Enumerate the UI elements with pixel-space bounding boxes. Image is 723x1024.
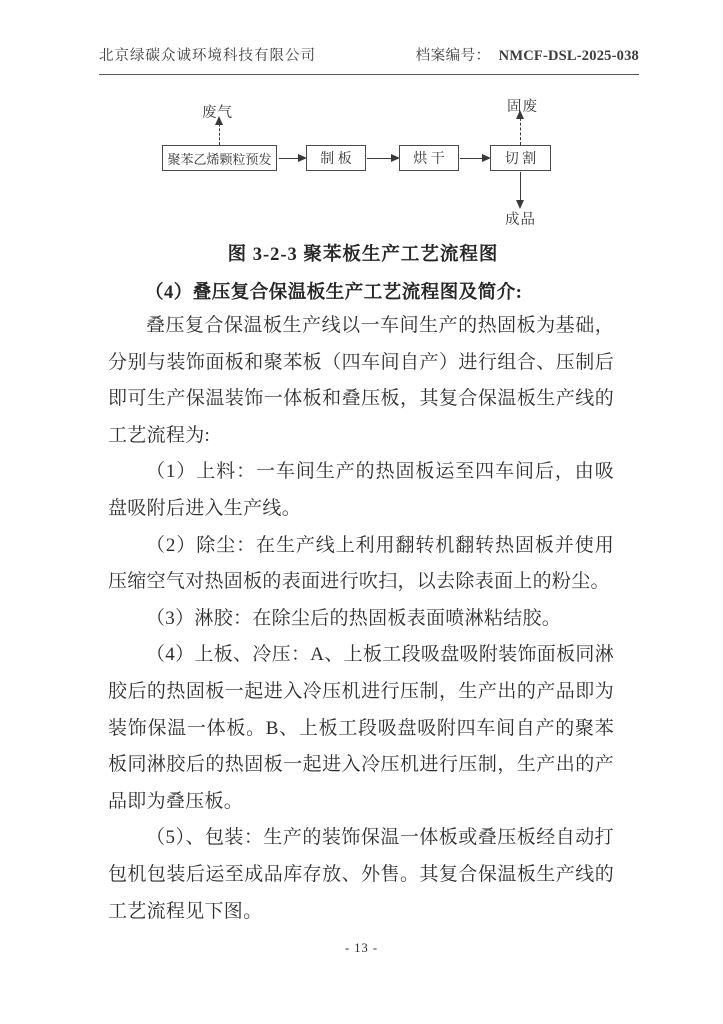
paragraph-intro: 叠压复合保温板生产线以一车间生产的热固板为基础，分别与装饰面板和聚苯板（四车间自产）进行组合、压制后即可生产保温装饰一体板和叠压板，其复合保温板生产线的工艺流程为:: [108, 315, 614, 446]
paragraph-step-5: （5）、包装：生产的装饰保温一体板或叠压板经自动打包机包装后运至成品库存放、外售。其复合保温板生产线的工艺流程见下图。: [108, 827, 614, 922]
figure-caption: 图 3-2-3 聚苯板生产工艺流程图: [227, 245, 499, 265]
archive-label: 档案编号：: [415, 48, 491, 64]
process-flowchart: [98, 95, 643, 235]
arrow-down-product-icon: [520, 172, 521, 206]
product-label: 成品: [505, 212, 536, 228]
waste-gas-label: 废气: [202, 105, 233, 121]
archive-number-block: [416, 44, 639, 65]
section-heading: （4）叠压复合保温板生产工艺流程图及简介:: [145, 283, 523, 303]
arrow-right-icon: [460, 158, 489, 159]
arrow-up-dashed-waste-gas-icon: [219, 119, 220, 145]
body-text: [108, 308, 614, 930]
archive-number: NMCF-DSL-2025-038: [498, 48, 639, 64]
arrow-up-dashed-solid-waste-icon: [520, 113, 521, 145]
page-header: [99, 44, 639, 75]
paragraph-step-2: （2）除尘：在生产线上利用翻转机翻转热固板并使用压缩空气对热固板的表面进行吹扫，以去除表面上的粉尘。: [108, 534, 614, 593]
company-name: 北京绿碳众诚环境科技有限公司: [99, 48, 316, 64]
arrow-right-icon: [279, 158, 305, 159]
page-number: - 13 -: [344, 941, 379, 955]
flow-step-board-making: 制 板: [306, 145, 366, 171]
flow-step-drying: 烘 干: [399, 145, 459, 171]
solid-waste-label: 固废: [507, 99, 538, 115]
flow-step-pre-expansion: 聚苯乙烯颗粒预发: [162, 145, 277, 171]
flow-step-cutting: 切 割: [490, 145, 551, 171]
paragraph-step-3: （3）淋胶：在除尘后的热固板表面喷淋粘结胶。: [146, 607, 562, 629]
arrow-right-icon: [367, 158, 398, 159]
paragraph-step-4: （4）上板、冷压：A、上板工段吸盘吸附装饰面板同淋胶后的热固板一起进入冷压机进行压制，生产出的产品即为装饰保温一体板。B、上板工段吸盘吸附四车间自产的聚苯板同淋胶后的热固板一起进入冷压机进行压制，生产出的产品即为叠压板。: [108, 644, 614, 812]
paragraph-step-1: （1）上料：一车间生产的热固板运至四车间后，由吸盘吸附后进入生产线。: [108, 461, 614, 519]
